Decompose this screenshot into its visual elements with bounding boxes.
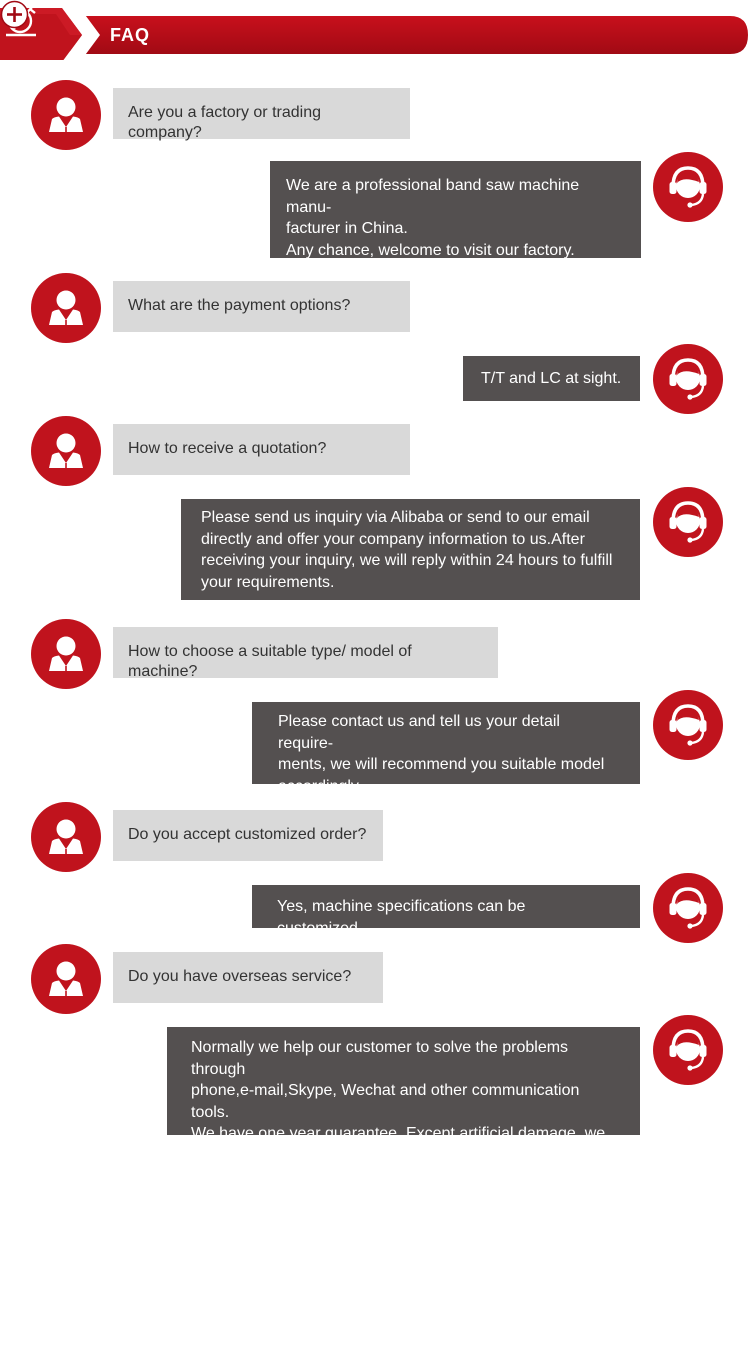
- answer-line: receiving your inquiry, we will reply within 24 hours to fulfill: [201, 552, 613, 570]
- answer-line: facturer in China.: [286, 220, 408, 238]
- faq-question: How to receive a quotation?: [113, 424, 410, 475]
- user-icon: [31, 273, 101, 343]
- faq-question: What are the payment options?: [113, 281, 410, 332]
- user-icon: [31, 944, 101, 1014]
- faq-question: Are you a factory or trading company?: [113, 88, 410, 139]
- faq-answer: [270, 161, 641, 258]
- faq-question: Do you accept customized order?: [113, 810, 383, 861]
- answer-line: We are a professional band saw machine manu-: [286, 177, 580, 216]
- faq-answer: [252, 702, 640, 795]
- user-icon: [31, 619, 101, 689]
- answer-line: Please send us inquiry via Alibaba or send to our email: [201, 509, 590, 526]
- user-avatar: [31, 416, 101, 486]
- user-icon: [31, 80, 101, 150]
- answer-line: accordingly.: [278, 777, 363, 795]
- answer-line: ments, we will recommend you suitable model: [278, 756, 605, 774]
- support-avatar: [653, 690, 723, 760]
- user-icon: [31, 802, 101, 872]
- faq-answer: [167, 1027, 640, 1164]
- answer-line: phone,e-mail,Skype, Wechat and other communication tools.: [191, 1082, 580, 1121]
- user-avatar: [31, 802, 101, 872]
- headset-agent-icon: [653, 487, 723, 557]
- headset-agent-icon: [653, 690, 723, 760]
- answer-line: offer free parts within guarantee period.: [191, 1146, 470, 1164]
- faq-answer: [463, 356, 640, 401]
- headset-agent-icon: [653, 152, 723, 222]
- support-avatar: [653, 1015, 723, 1085]
- headset-agent-icon: [653, 344, 723, 414]
- faq-answer: [252, 885, 640, 937]
- answer-line: T/T and LC at sight.: [481, 370, 622, 387]
- answer-line: Normally we help our customer to solve the problems through: [191, 1039, 569, 1078]
- faq-question: Do you have overseas service?: [113, 952, 383, 1003]
- user-avatar: [31, 944, 101, 1014]
- answer-line: your requirements.: [201, 573, 335, 591]
- support-avatar: [653, 873, 723, 943]
- answer-line: We have one year guarantee .Except artificial damage, we: [191, 1125, 606, 1143]
- faq-answer: [181, 499, 640, 600]
- user-avatar: [31, 273, 101, 343]
- headset-agent-icon: [653, 873, 723, 943]
- user-icon: [31, 416, 101, 486]
- headset-agent-icon: [653, 1015, 723, 1085]
- plus-circle-icon[interactable]: [0, 0, 29, 29]
- answer-line: Any chance, welcome to visit our factory.: [286, 241, 575, 259]
- user-avatar: [31, 80, 101, 150]
- support-avatar: [653, 344, 723, 414]
- support-avatar: [653, 152, 723, 222]
- user-avatar: [31, 619, 101, 689]
- support-avatar: [653, 487, 723, 557]
- faq-question: How to choose a suitable type/ model of machine?: [113, 627, 498, 678]
- page-title: FAQ: [110, 25, 151, 45]
- faq-header: [0, 0, 750, 60]
- answer-line: directly and offer your company information to us.After: [201, 530, 585, 548]
- answer-line: Please contact us and tell us your detail require-: [278, 713, 560, 752]
- answer-line: Yes, machine specifications can be customized.: [277, 898, 526, 937]
